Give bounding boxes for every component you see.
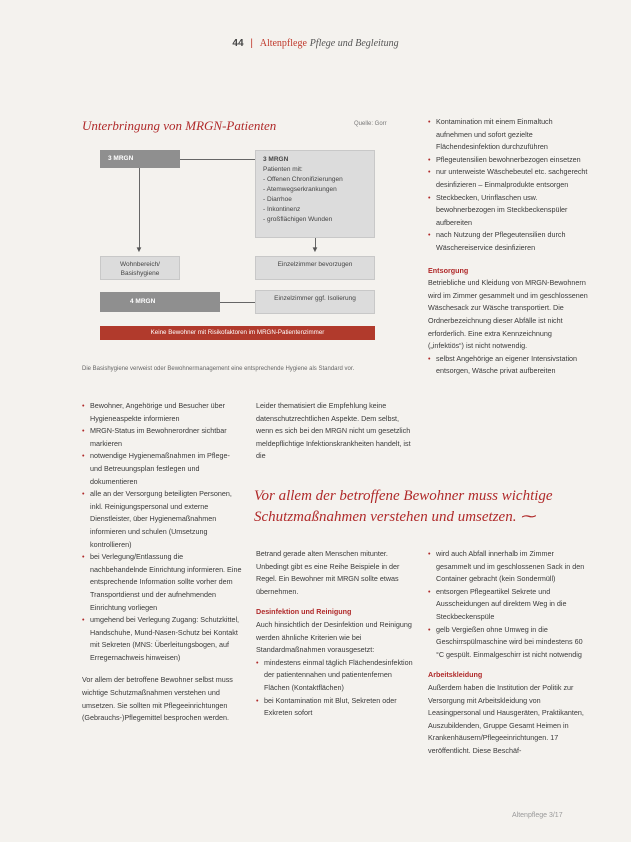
paragraph: Betrand gerade alten Menschen mitunter. Unbedingt gibt es eine Reihe Beispiele in der Regel. Ein Bewohner mit MRGN sollte etwas übernehmen. [256,549,400,596]
box-3mrgn-left: 3 MRGN [100,150,180,168]
subheading-entsorgung: Entsorgung [428,265,469,275]
list-item: • Bewohner, Angehörige und Besucher über Hygieneaspekte informieren [82,400,242,425]
journal-title: Altenpflege [259,38,307,49]
arrow-down-icon: ▼ [135,245,143,254]
quote-text: Vor allem der betroffene Bewohner muss wichtige Schutzmaßnahmen verstehen und umsetzen. [254,488,553,525]
list-item: • nach Nutzung der Pflegeutensilien durch Wäschereiservice desinfizieren [428,229,588,254]
arrow-down-icon: ▼ [311,245,319,254]
middle-column-top: Leider thematisiert die Empfehlung keine datenschutzrechtlichen Aspekte. Dem selbst, wenn es sich bei den MRGN nicht um gesetzlich meldepflichtige Infektionskrankheiten handelt, ist die [256,401,411,461]
connector-line [180,159,255,160]
red-bar: Keine Bewohner mit Risikofaktoren im MRGN-Patientenzimmer [100,326,375,340]
paragraph: Außerdem haben die Institution der Politik zur Versorgung mit Arbeitskleidung von Leasingpersonal und Hausgeräten, Praktikanten, Auszubildenden, Gruppe Gesamt Heimen in Krankenhäusern/Pflegeeinrichtungen. 17 veröffentlicht. Diese Beschäf- [428,682,584,755]
paragraph: Betriebliche und Kleidung von MRGN-Bewohnern wird im Zimmer gesammelt und im geschlossenen Wäschesack zur Wäsche transportiert. Die Ordnerbezeichnung dieser Abfälle ist nicht erforderlich. Eine extra Kennzeichnung („infektiös“) ist nicht notwendig. [428,278,588,351]
list-item: • Pflegeutensilien bewohnerbezogen einsetzen [428,154,588,167]
figure-source: Quelle: Gorr [354,121,387,127]
box-einzelzimmer: Einzelzimmer bevorzugen [255,256,375,280]
section-name: Pflege und Begleitung [309,38,399,49]
list-item: • MRGN-Status im Bewohnerordner sichtbar markieren [82,425,242,450]
risk-item: - großflächigen Wunden [263,216,333,223]
risk-item: - Offenen Chronifizierungen [263,176,343,183]
section-title: Unterbringung von MRGN-Patienten [82,118,277,133]
page-number: 44 [232,38,244,49]
left-column [82,400,242,725]
right-column [428,548,588,758]
ornament-icon: ⁓ [520,509,536,525]
risk-item: - Diarrhoe [263,196,292,203]
right-column-top [428,116,588,378]
risk-item: Patienten mit: [263,166,303,173]
risk-box-title: 3 MRGN [263,156,289,163]
list-item: • Steckbecken, Urinflaschen usw. bewohnerbezogen im Steckbeckenspüler aufbereiten [428,192,588,230]
figure-caption: Die Basishygiene verweist oder Bewohnermanagement eine entsprechende Hygiene als Standard vor. [82,366,355,372]
header-separator: | [250,38,253,49]
running-header [0,38,631,49]
list-item: • bei Kontamination mit Blut, Sekreten oder Exkreten sofort [256,695,416,720]
footer: Altenpflege 3/17 [512,812,563,819]
risk-item: - Atemwegserkrankungen [263,186,337,193]
list-item: • alle an der Versorgung beteiligten Personen, inkl. Reinigungspersonal und externe Dienstleister, über Hygienemaßnahmen informieren und schulen (Umsetzung kontrollieren) [82,488,242,551]
list-item: • selbst Angehörige an eigener Intensivstation entsorgen, Wäsche privat aufbereiten [428,353,588,378]
arrow-line [139,168,140,250]
risk-factors-box [255,150,375,238]
list-item: • bei Verlegung/Entlassung die nachbehandelnde Einrichtung informieren. Eine entsprechende Information sollte vorher dem Transportdienst und der aufnehmenden Einrichtung vorliegen [82,551,242,614]
mrgn-diagram [82,140,408,360]
pull-quote [254,486,584,528]
subheading-desinfektion: Desinfektion und Reinigung [256,607,352,617]
list-item: • wird auch Abfall innerhalb im Zimmer gesammelt und im geschlossenen Sack in den Container gebracht (kein Sondermüll) [428,548,588,586]
middle-column [256,548,416,720]
subheading-arbeitskleidung: Arbeitskleidung [428,670,483,680]
list-item: • nur unterweiste Wäschebeutel etc. sachgerecht desinfizieren – Einmalprodukte entsorgen [428,166,588,191]
box-4mrgn: 4 MRGN [100,292,220,312]
risk-item: - Inkontinenz [263,206,301,213]
paragraph: Vor allem der betroffene Bewohner selbst muss wichtige Schutzmaßnahmen verstehen und umsetzen. Sie sollten mit Pflegeeinrichtungen (Gebrauchs-)Pflegemittel besprochen werden. [82,675,233,723]
list-item: • Kontamination mit einem Einmaltuch aufnehmen und sofort gezielte Flächendesinfektion durchzuführen [428,116,588,154]
list-item: • mindestens einmal täglich Flächendesinfektion der patientennahen und patientenfernen Flächen (Kontaktflächen) [256,657,416,695]
list-item: • gelb Vergießen ohne Umweg in die Geschirrspülmaschine wird bei mindestens 60 °C gespült. Einmalgeschirr ist nicht notwendig [428,624,588,662]
list-item: • notwendige Hygienemaßnahmen im Pflege- und Betreuungsplan festlegen und dokumentieren [82,450,242,488]
list-item: • umgehend bei Verlegung Zugang: Schutzkittel, Handschuhe, Mund-Nasen-Schutz bei Kontakt mit Sekreten (MNS: Überleitungsbogen, auf Erregernachweis hinweisen) [82,614,242,664]
box-isolierung: Einzelzimmer ggf. Isolierung [255,290,375,314]
paragraph: Auch hinsichtlich der Desinfektion und Reinigung werden ähnliche Kriterien wie bei Standardmaßnahmen vorausgesetzt: [256,619,412,655]
connector-line [220,302,255,303]
list-item: • entsorgen Pflegeartikel Sekrete und Ausscheidungen auf direktem Weg in die Steckbeckenspüle [428,586,588,624]
box-basishygiene: Wohnbereich/ Basishygiene [100,256,180,280]
